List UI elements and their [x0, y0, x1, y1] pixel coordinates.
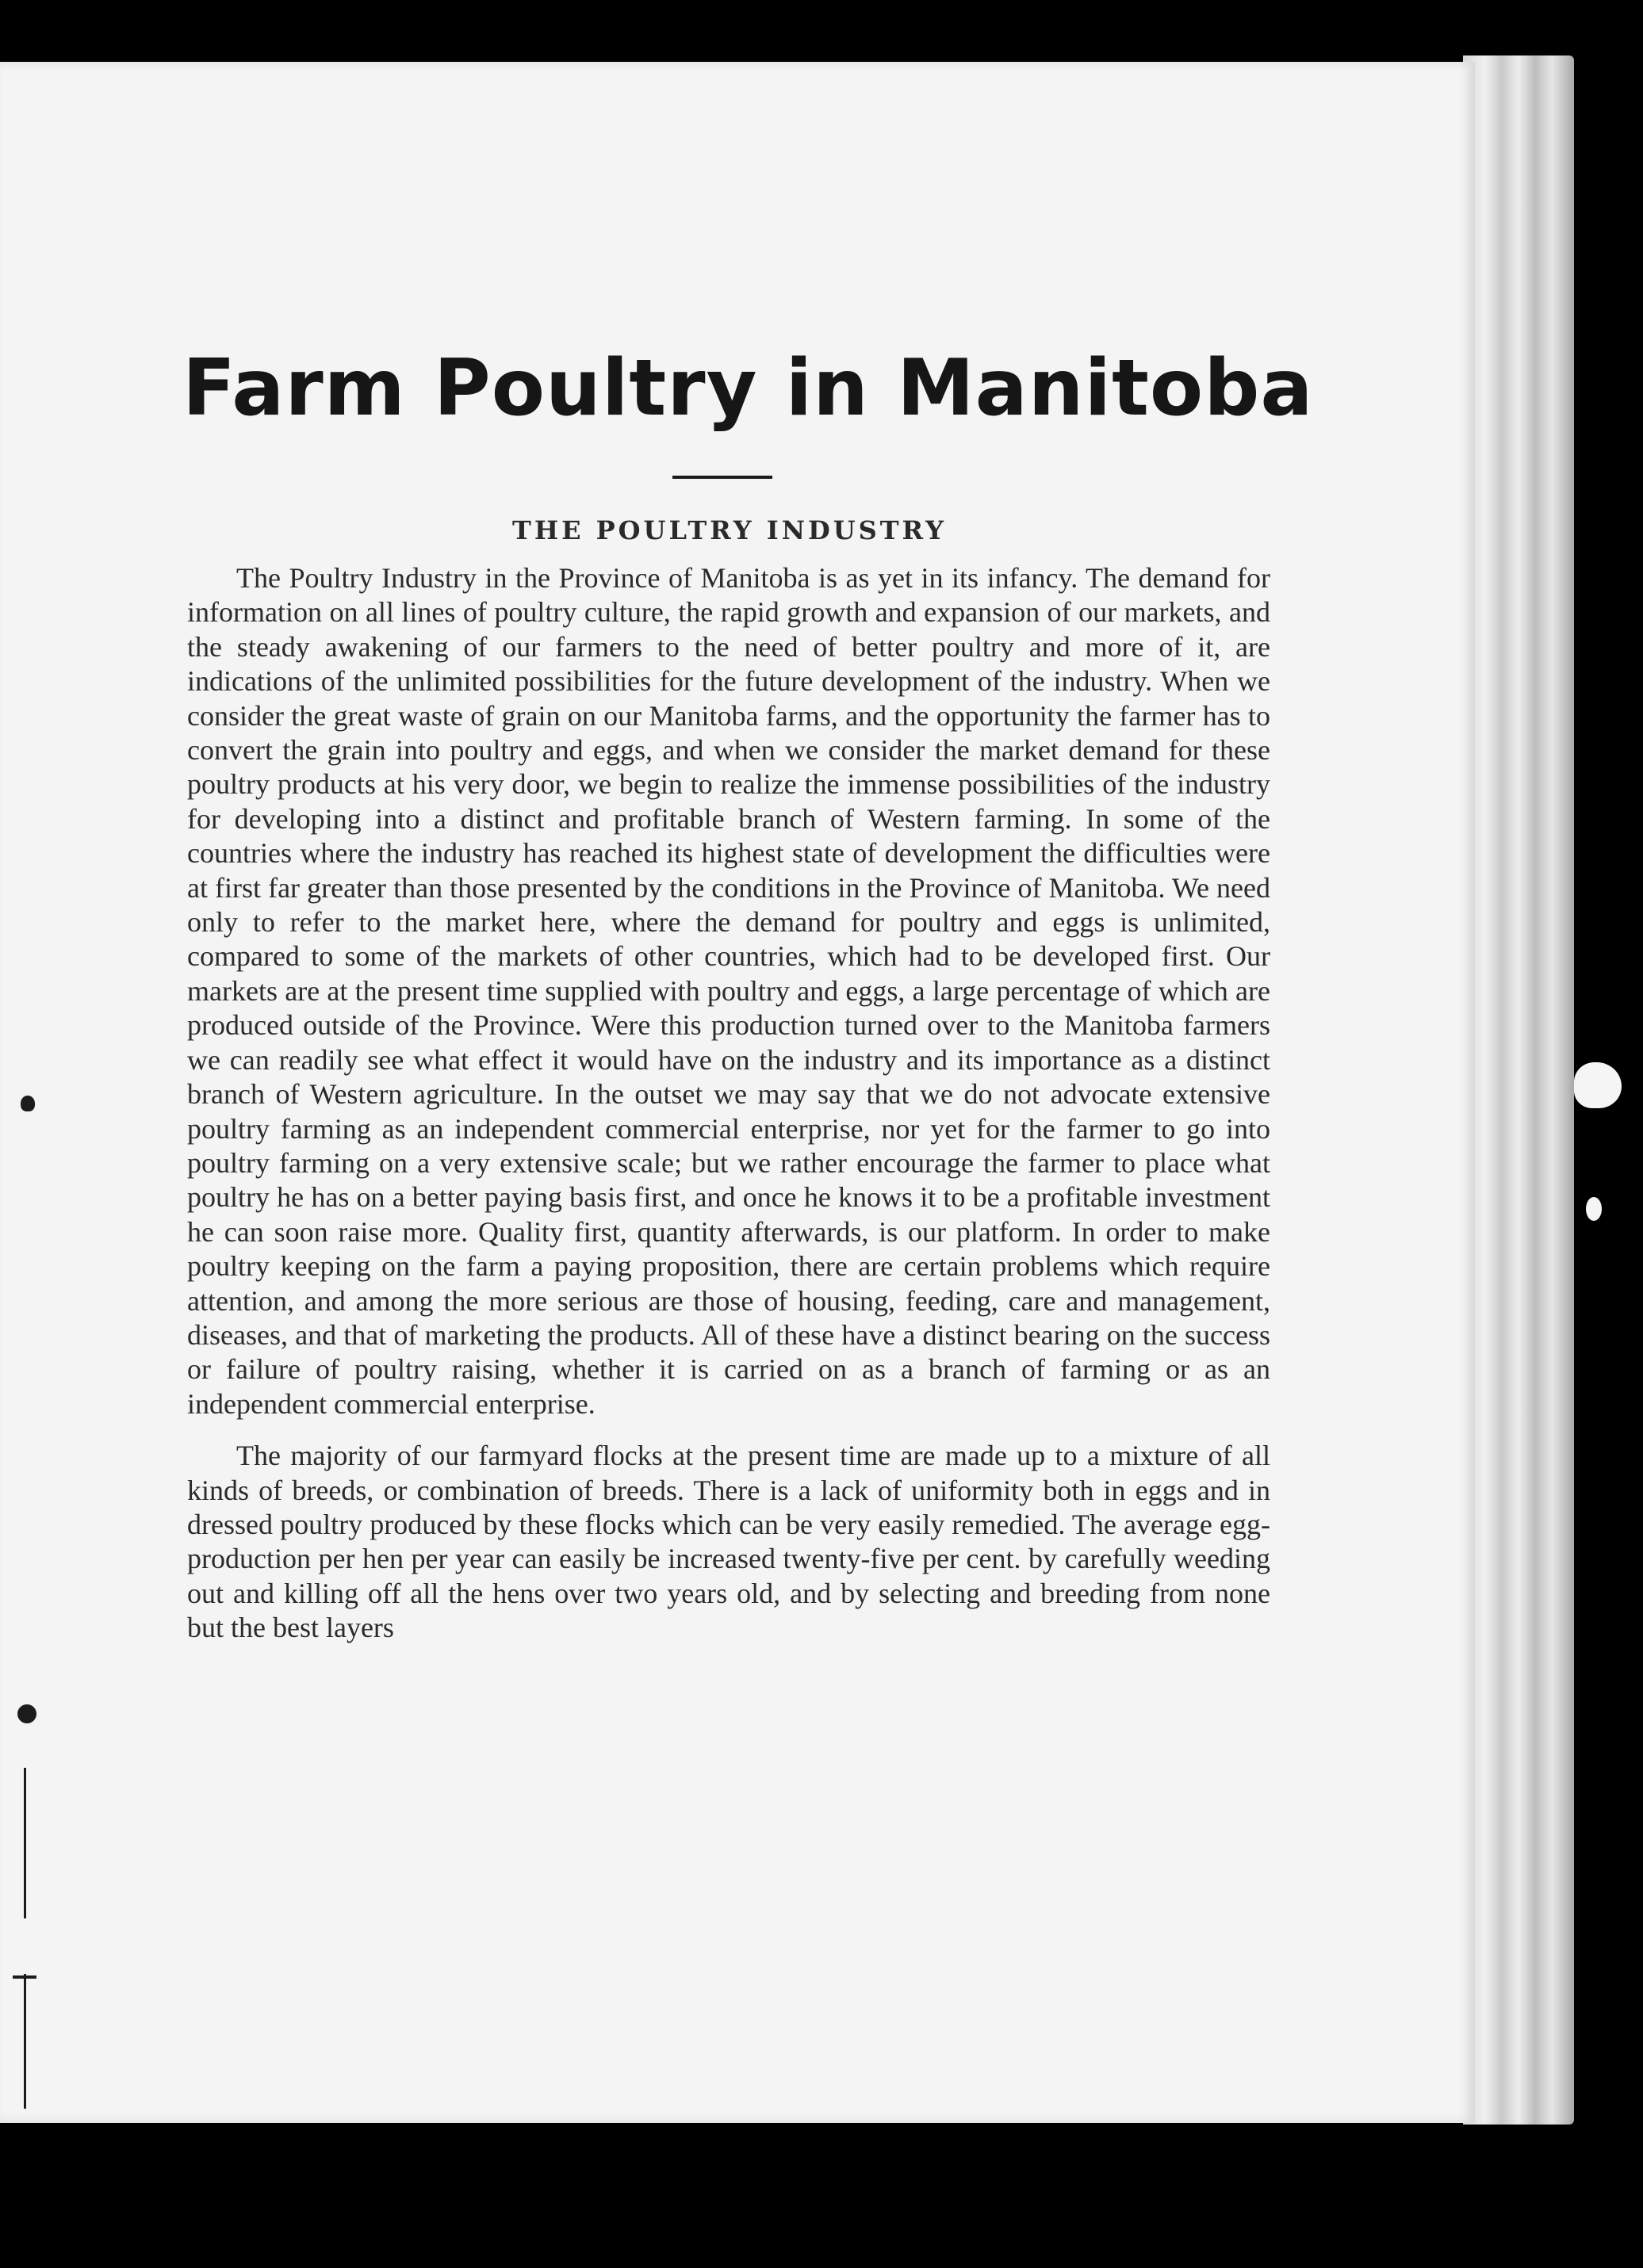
page-stack-edge [1463, 55, 1574, 2125]
margin-tick-mark [13, 1975, 36, 1979]
body-text [187, 561, 1270, 1646]
section-heading: THE POULTRY INDUSTRY [512, 515, 947, 545]
binding-hole-mark [21, 1096, 35, 1111]
paper-tear-blot [1574, 1062, 1622, 1108]
paragraph-2: The majority of our farmyard flocks at the present time are made up to a mixture of all kinds of breeds, or combination of breeds. There is a lack of uniformity both in eggs and in dressed poultry produced by these flocks which can be very easily remedied. The average egg-production per hen per year can easily be increased twenty-five per cent. by carefully weeding out and killing off all the hens over two years old, and by selecting and breeding from none but the best layers [187, 1440, 1270, 1644]
margin-line-mark [24, 1974, 26, 2109]
paper-tear-blot [1586, 1197, 1602, 1221]
binding-hole-mark [17, 1704, 36, 1723]
paragraph-1: The Poultry Industry in the Province of Manitoba is as yet in its infancy. The demand for information on all lines of poultry culture, the rapid growth and expansion of our markets, and the steady awakening of our farmers to the need of better poultry and more of it, are indications of the unlimited possibilities for the future development of the industry. When we consider the great waste of grain on our Manitoba farms, and the opportunity the farmer has to convert the grain into poultry and eggs, and when we consider the market demand for these poultry products at his very door, we begin to realize the immense possibilities of the industry for developing into a distinct and profitable branch of Western farming. In some of the countries where the industry has reached its highest state of development the difficulties were at first far greater than those presented by the conditions in the Province of Manitoba. We need only to refer to the market here, where the demand for poultry and eggs is unlimited, compared to some of the markets of other countries, which had to be developed first. Our markets are at the present time supplied with poultry and eggs, a large percentage of which are produced outside of the Province. Were this production turned over to the Manitoba farmers we can readily see what effect it would have on the industry and its importance as a distinct branch of Western agriculture. In the outset we may say that we do not advocate extensive poultry farming as an independent commercial enterprise, nor yet for the farmer to go into poultry farming on a very extensive scale; but we rather encourage the farmer to place what poultry he has on a better paying basis first, and once he knows it to be a profitable investment he can soon raise more. Quality first, quantity afterwards, is our platform. In order to make poultry keeping on the farm a paying proposition, there are certain problems which require attention, and among the more serious are those of housing, feeding, care and management, diseases, and that of marketing the products. All of these have a distinct bearing on the success or failure of poultry raising, whether it is carried on as a branch of farming or as an independent commercial enterprise. [187, 562, 1270, 1420]
title-divider [672, 476, 772, 479]
document-page [0, 62, 1475, 2123]
page-title: Farm Poultry in Manitoba [182, 343, 1314, 434]
margin-line-mark [24, 1768, 26, 1918]
